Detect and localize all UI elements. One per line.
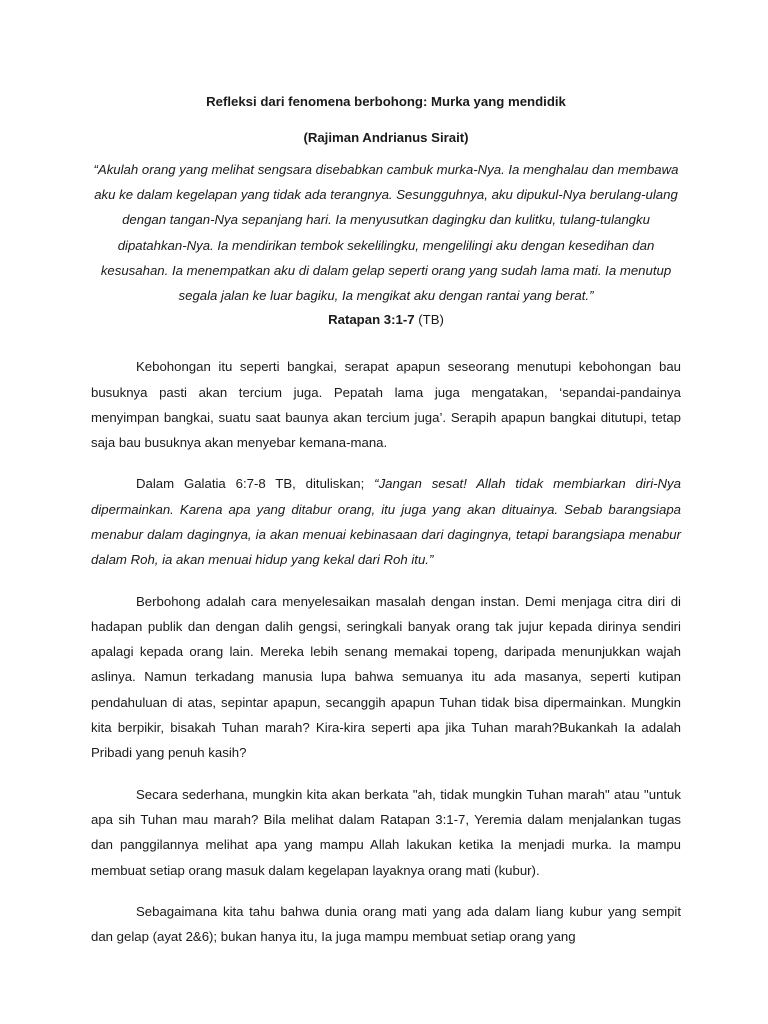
paragraph-2-quote: “Jangan sesat! Allah tidak membiarkan diri-Nya dipermainkan. Karena apa yang ditabur orang, itu juga yang akan dituainya. Sebab barangsiapa menabur dalam dagingnya, ia akan menuai kebinasaan dari dagingnya, tetapi barangsiapa menabur dalam Roh, ia akan menuai hidup yang kekal dari Roh itu.” [91,476,681,568]
paragraph-1: Kebohongan itu seperti bangkai, serapat apapun seseorang menutupi kebohongan bau busuknya pasti akan tercium juga. Pepatah lama juga mengatakan, ‘sepandai-pandainya menyimpan bangkai, suatu saat baunya akan tercium juga’. Serapih apapun bangkai ditutupi, tetap saja bau busuknya akan menyebar kemana-mana. [91,359,681,451]
quote-reference [91,308,681,332]
paragraph-2-intro: Dalam Galatia 6:7-8 TB, dituliskan; [136,476,375,492]
quote-reference-version: (TB) [414,312,444,328]
paragraph-4: Secara sederhana, mungkin kita akan berkata "ah, tidak mungkin Tuhan marah" atau "untuk apa sih Tuhan mau marah? Bila melihat dalam Ratapan 3:1-7, Yeremia dalam menjalankan tugas dan panggilannya melihat apa yang mampu Allah lakukan ketika Ia menjadi murka. Ia mampu membuat setiap orang masuk dalam kegelapan layaknya orang mati (kubur). [91,786,681,878]
paragraph-3: Berbohong adalah cara menyelesaikan masalah dengan instan. Demi menjaga citra diri di hadapan publik dan dengan dalih gengsi, seringkali banyak orang tak jujur kepada dirinya sendiri apalagi kepada orang lain. Mereka lebih senang memakai topeng, daripada menunjukkan wajah aslinya. Namun terkadang manusia lupa bahwa semuanya itu ada masanya, seperti kutipan pendahuluan di atas, sepintar apapun, secanggih apapun Tuhan tidak bisa dipermainkan. Mungkin kita berpikir, bisakah Tuhan marah? Kira-kira seperti apa jika Tuhan marah?Bukankah Ia adalah Pribadi yang penuh kasih? [91,593,681,761]
paragraph-2 [91,471,681,572]
paragraph-5: Sebagaimana kita tahu bahwa dunia orang mati yang ada dalam liang kubur yang sempit dan gelap (ayat 2&6); bukan hanya itu, Ia juga mampu membuat setiap orang yang [91,903,681,945]
quote-reference-verse: Ratapan 3:1-7 [328,312,415,328]
opening-quote: “Akulah orang yang melihat sengsara disebabkan cambuk murka-Nya. Ia menghalau dan membawa aku ke dalam kegelapan yang tidak ada terangnya. Sesungguhnya, aku dipukul-Nya berulang-ulang dengan tangan-Nya sepanjang hari. Ia menyusutkan dagingku dan kulitku, tulang-tulangku dipatahkan-Nya. Ia mendirikan tembok sekelilingku, mengelilingi aku dengan kesedihan dan kesusahan. Ia menempatkan aku di dalam gelap seperti orang yang sudah lama mati. Ia menutup segala jalan ke luar bagiku, Ia mengikat aku dengan rantai yang berat.” [93,162,679,304]
document-author: (Rajiman Andrianus Sirait) [303,130,469,145]
document-title: Refleksi dari fenomena berbohong: Murka yang mendidik [206,94,566,109]
